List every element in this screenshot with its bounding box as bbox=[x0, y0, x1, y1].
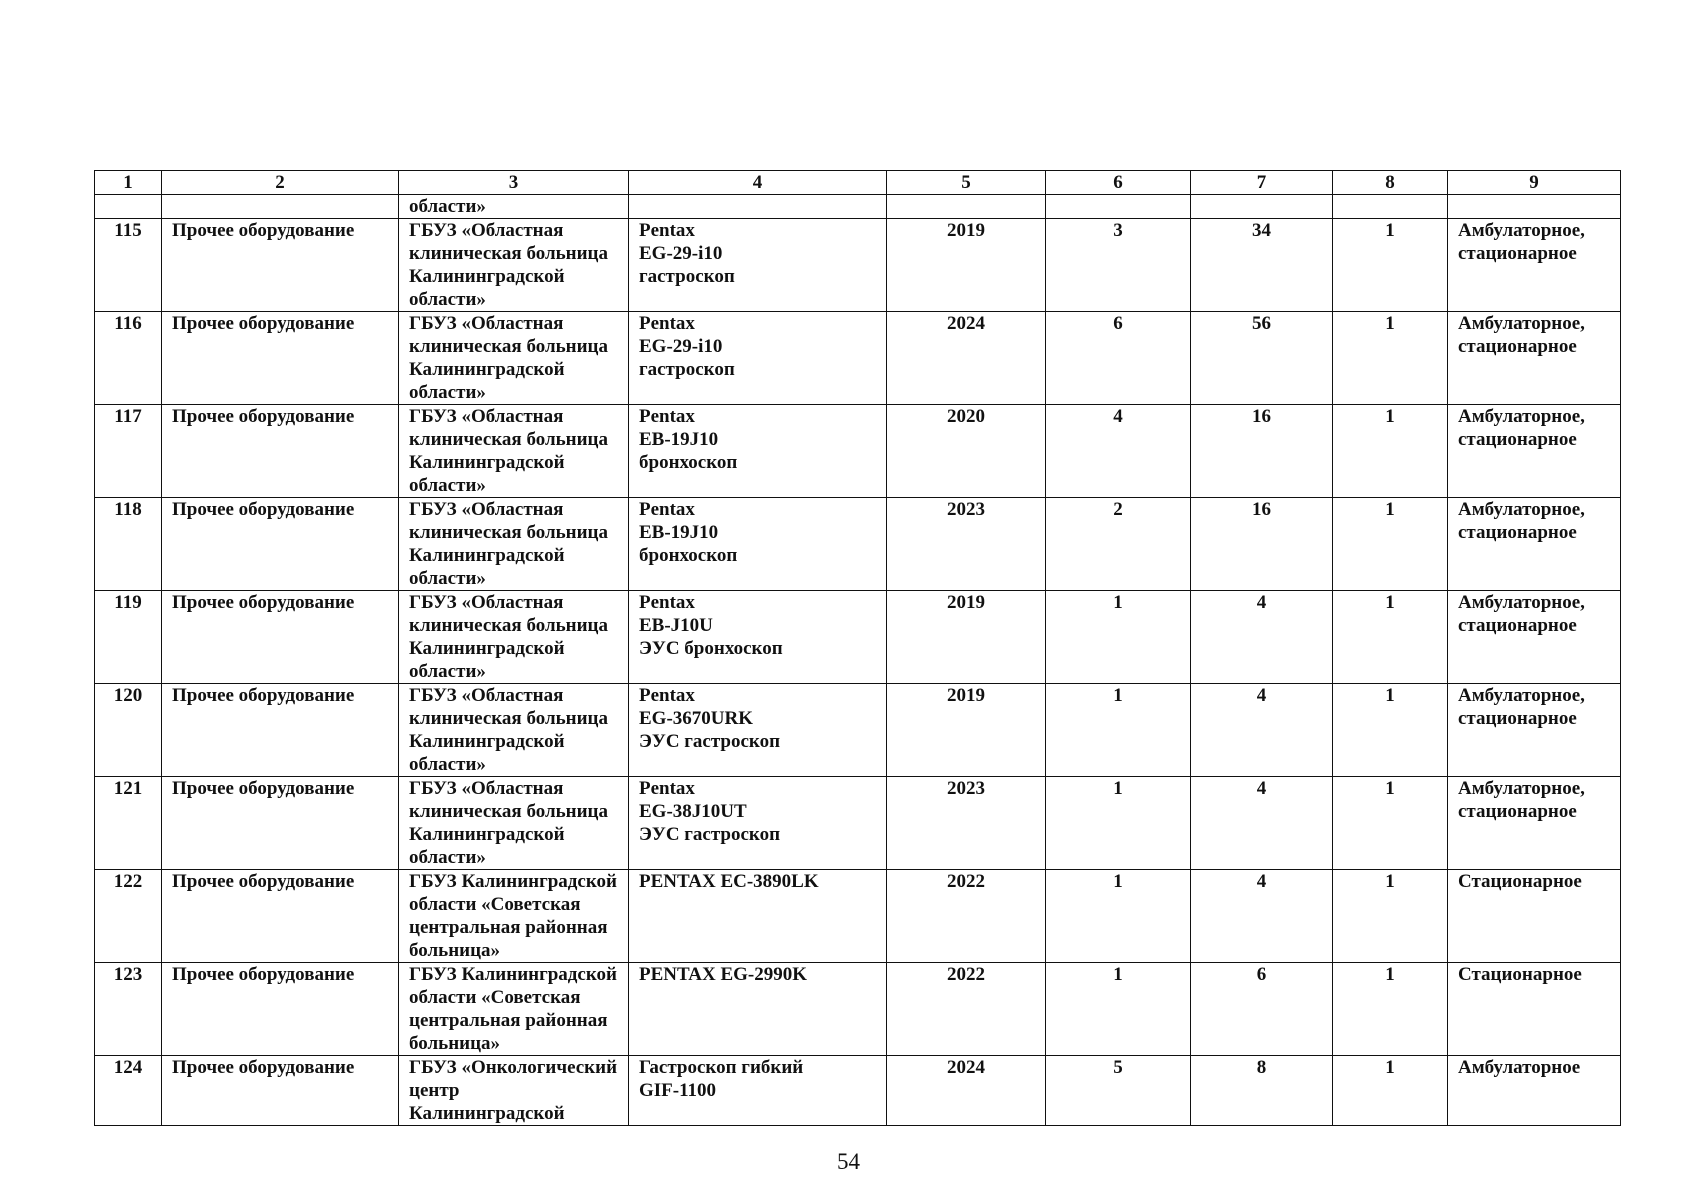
cell-col-7: 4 bbox=[1191, 684, 1333, 777]
cell-row-number: 120 bbox=[95, 684, 162, 777]
cell-organization: ГБУЗ «Областная клиническая больница Калининградской области» bbox=[399, 777, 629, 870]
cell-care-type: Амбулаторное, стационарное bbox=[1448, 591, 1621, 684]
cell-col-7: 34 bbox=[1191, 219, 1333, 312]
cell-equipment-type: Прочее оборудование bbox=[162, 312, 399, 405]
column-header-7: 7 bbox=[1191, 171, 1333, 195]
cell-year: 2022 bbox=[887, 870, 1046, 963]
cell-equipment-type: Прочее оборудование bbox=[162, 591, 399, 684]
table-row bbox=[95, 684, 1621, 777]
cell-equipment-type: Прочее оборудование bbox=[162, 870, 399, 963]
cell-col-6 bbox=[1046, 195, 1191, 219]
cell-care-type: Амбулаторное, стационарное bbox=[1448, 312, 1621, 405]
cell-row-number: 115 bbox=[95, 219, 162, 312]
cell-col-8: 1 bbox=[1333, 498, 1448, 591]
cell-care-type: Амбулаторное, стационарное bbox=[1448, 684, 1621, 777]
cell-col-7: 56 bbox=[1191, 312, 1333, 405]
cell-col-8: 1 bbox=[1333, 312, 1448, 405]
cell-care-type: Амбулаторное, стационарное bbox=[1448, 405, 1621, 498]
cell-col-6: 1 bbox=[1046, 591, 1191, 684]
cell-equipment-type: Прочее оборудование bbox=[162, 963, 399, 1056]
cell-care-type: Стационарное bbox=[1448, 870, 1621, 963]
cell-year: 2023 bbox=[887, 498, 1046, 591]
cell-equipment-type: Прочее оборудование bbox=[162, 777, 399, 870]
table-header bbox=[95, 171, 1621, 195]
cell-col-6: 1 bbox=[1046, 777, 1191, 870]
cell-equipment-model: Pentax EB-J10U ЭУС бронхоскоп bbox=[629, 591, 887, 684]
cell-row-number: 121 bbox=[95, 777, 162, 870]
cell-col-8: 1 bbox=[1333, 870, 1448, 963]
cell-year bbox=[887, 195, 1046, 219]
cell-year: 2020 bbox=[887, 405, 1046, 498]
cell-col-6: 1 bbox=[1046, 963, 1191, 1056]
table-row bbox=[95, 777, 1621, 870]
column-header-3: 3 bbox=[399, 171, 629, 195]
cell-care-type: Амбулаторное bbox=[1448, 1056, 1621, 1126]
column-header-9: 9 bbox=[1448, 171, 1621, 195]
cell-col-7 bbox=[1191, 195, 1333, 219]
cell-equipment-model bbox=[629, 195, 887, 219]
cell-equipment-type bbox=[162, 195, 399, 219]
cell-equipment-type: Прочее оборудование bbox=[162, 405, 399, 498]
cell-row-number: 123 bbox=[95, 963, 162, 1056]
cell-col-8: 1 bbox=[1333, 591, 1448, 684]
column-header-1: 1 bbox=[95, 171, 162, 195]
cell-organization: ГБУЗ «Областная клиническая больница Калининградской области» bbox=[399, 405, 629, 498]
page-number: 54 bbox=[837, 1149, 860, 1174]
cell-year: 2024 bbox=[887, 1056, 1046, 1126]
cell-equipment-type: Прочее оборудование bbox=[162, 684, 399, 777]
cell-col-7: 16 bbox=[1191, 405, 1333, 498]
cell-organization: ГБУЗ Калининградской области «Советская центральная районная больница» bbox=[399, 963, 629, 1056]
column-header-6: 6 bbox=[1046, 171, 1191, 195]
cell-col-7: 4 bbox=[1191, 591, 1333, 684]
cell-equipment-model: Pentax EG-38J10UT ЭУС гастроскоп bbox=[629, 777, 887, 870]
cell-organization: ГБУЗ «Областная клиническая больница Калининградской области» bbox=[399, 312, 629, 405]
cell-col-8: 1 bbox=[1333, 777, 1448, 870]
cell-col-8: 1 bbox=[1333, 963, 1448, 1056]
cell-col-6: 5 bbox=[1046, 1056, 1191, 1126]
table-row bbox=[95, 219, 1621, 312]
cell-organization: ГБУЗ «Областная клиническая больница Калининградской области» bbox=[399, 684, 629, 777]
cell-care-type bbox=[1448, 195, 1621, 219]
cell-equipment-model: Pentax EB-19J10 бронхоскоп bbox=[629, 498, 887, 591]
equipment-table bbox=[94, 170, 1621, 1126]
cell-care-type: Стационарное bbox=[1448, 963, 1621, 1056]
cell-col-8: 1 bbox=[1333, 684, 1448, 777]
cell-organization: ГБУЗ «Областная клиническая больница Калининградской области» bbox=[399, 219, 629, 312]
cell-care-type: Амбулаторное, стационарное bbox=[1448, 777, 1621, 870]
cell-col-8 bbox=[1333, 195, 1448, 219]
cell-row-number: 122 bbox=[95, 870, 162, 963]
cell-row-number: 117 bbox=[95, 405, 162, 498]
cell-organization: ГБУЗ Калининградской области «Советская центральная районная больница» bbox=[399, 870, 629, 963]
cell-col-6: 3 bbox=[1046, 219, 1191, 312]
cell-col-7: 8 bbox=[1191, 1056, 1333, 1126]
cell-year: 2019 bbox=[887, 591, 1046, 684]
column-header-8: 8 bbox=[1333, 171, 1448, 195]
cell-organization: области» bbox=[399, 195, 629, 219]
cell-row-number: 116 bbox=[95, 312, 162, 405]
table-row bbox=[95, 405, 1621, 498]
table-row bbox=[95, 963, 1621, 1056]
cell-equipment-model: Pentax EG-3670URK ЭУС гастроскоп bbox=[629, 684, 887, 777]
cell-col-8: 1 bbox=[1333, 405, 1448, 498]
cell-equipment-type: Прочее оборудование bbox=[162, 219, 399, 312]
cell-col-7: 6 bbox=[1191, 963, 1333, 1056]
table-row bbox=[95, 498, 1621, 591]
cell-equipment-model: Pentax EG-29-i10 гастроскоп bbox=[629, 312, 887, 405]
cell-row-number bbox=[95, 195, 162, 219]
table-row bbox=[95, 312, 1621, 405]
cell-col-7: 16 bbox=[1191, 498, 1333, 591]
cell-equipment-model: PENTAX EC-3890LK bbox=[629, 870, 887, 963]
header-row bbox=[95, 171, 1621, 195]
cell-equipment-model: PENTAX EG-2990K bbox=[629, 963, 887, 1056]
cell-organization: ГБУЗ «Областная клиническая больница Калининградской области» bbox=[399, 591, 629, 684]
cell-row-number: 119 bbox=[95, 591, 162, 684]
cell-col-6: 1 bbox=[1046, 870, 1191, 963]
cell-year: 2019 bbox=[887, 684, 1046, 777]
column-header-5: 5 bbox=[887, 171, 1046, 195]
cell-row-number: 124 bbox=[95, 1056, 162, 1126]
table-row-continuation bbox=[95, 195, 1621, 219]
cell-care-type: Амбулаторное, стационарное bbox=[1448, 498, 1621, 591]
cell-col-8: 1 bbox=[1333, 1056, 1448, 1126]
cell-organization: ГБУЗ «Областная клиническая больница Калининградской области» bbox=[399, 498, 629, 591]
cell-equipment-model: Гастроскоп гибкий GIF-1100 bbox=[629, 1056, 887, 1126]
cell-col-7: 4 bbox=[1191, 777, 1333, 870]
cell-year: 2019 bbox=[887, 219, 1046, 312]
cell-col-6: 4 bbox=[1046, 405, 1191, 498]
cell-year: 2024 bbox=[887, 312, 1046, 405]
cell-year: 2022 bbox=[887, 963, 1046, 1056]
cell-equipment-model: Pentax EB-19J10 бронхоскоп bbox=[629, 405, 887, 498]
cell-col-6: 1 bbox=[1046, 684, 1191, 777]
table-row bbox=[95, 870, 1621, 963]
cell-equipment-model: Pentax EG-29-i10 гастроскоп bbox=[629, 219, 887, 312]
column-header-4: 4 bbox=[629, 171, 887, 195]
cell-col-6: 2 bbox=[1046, 498, 1191, 591]
cell-year: 2023 bbox=[887, 777, 1046, 870]
table-row bbox=[95, 1056, 1621, 1126]
column-header-2: 2 bbox=[162, 171, 399, 195]
cell-equipment-type: Прочее оборудование bbox=[162, 1056, 399, 1126]
cell-care-type: Амбулаторное, стационарное bbox=[1448, 219, 1621, 312]
cell-row-number: 118 bbox=[95, 498, 162, 591]
table-body bbox=[95, 195, 1621, 1126]
cell-equipment-type: Прочее оборудование bbox=[162, 498, 399, 591]
cell-col-8: 1 bbox=[1333, 219, 1448, 312]
table-row bbox=[95, 591, 1621, 684]
cell-col-7: 4 bbox=[1191, 870, 1333, 963]
cell-col-6: 6 bbox=[1046, 312, 1191, 405]
cell-organization: ГБУЗ «Онкологический центр Калининградской bbox=[399, 1056, 629, 1126]
